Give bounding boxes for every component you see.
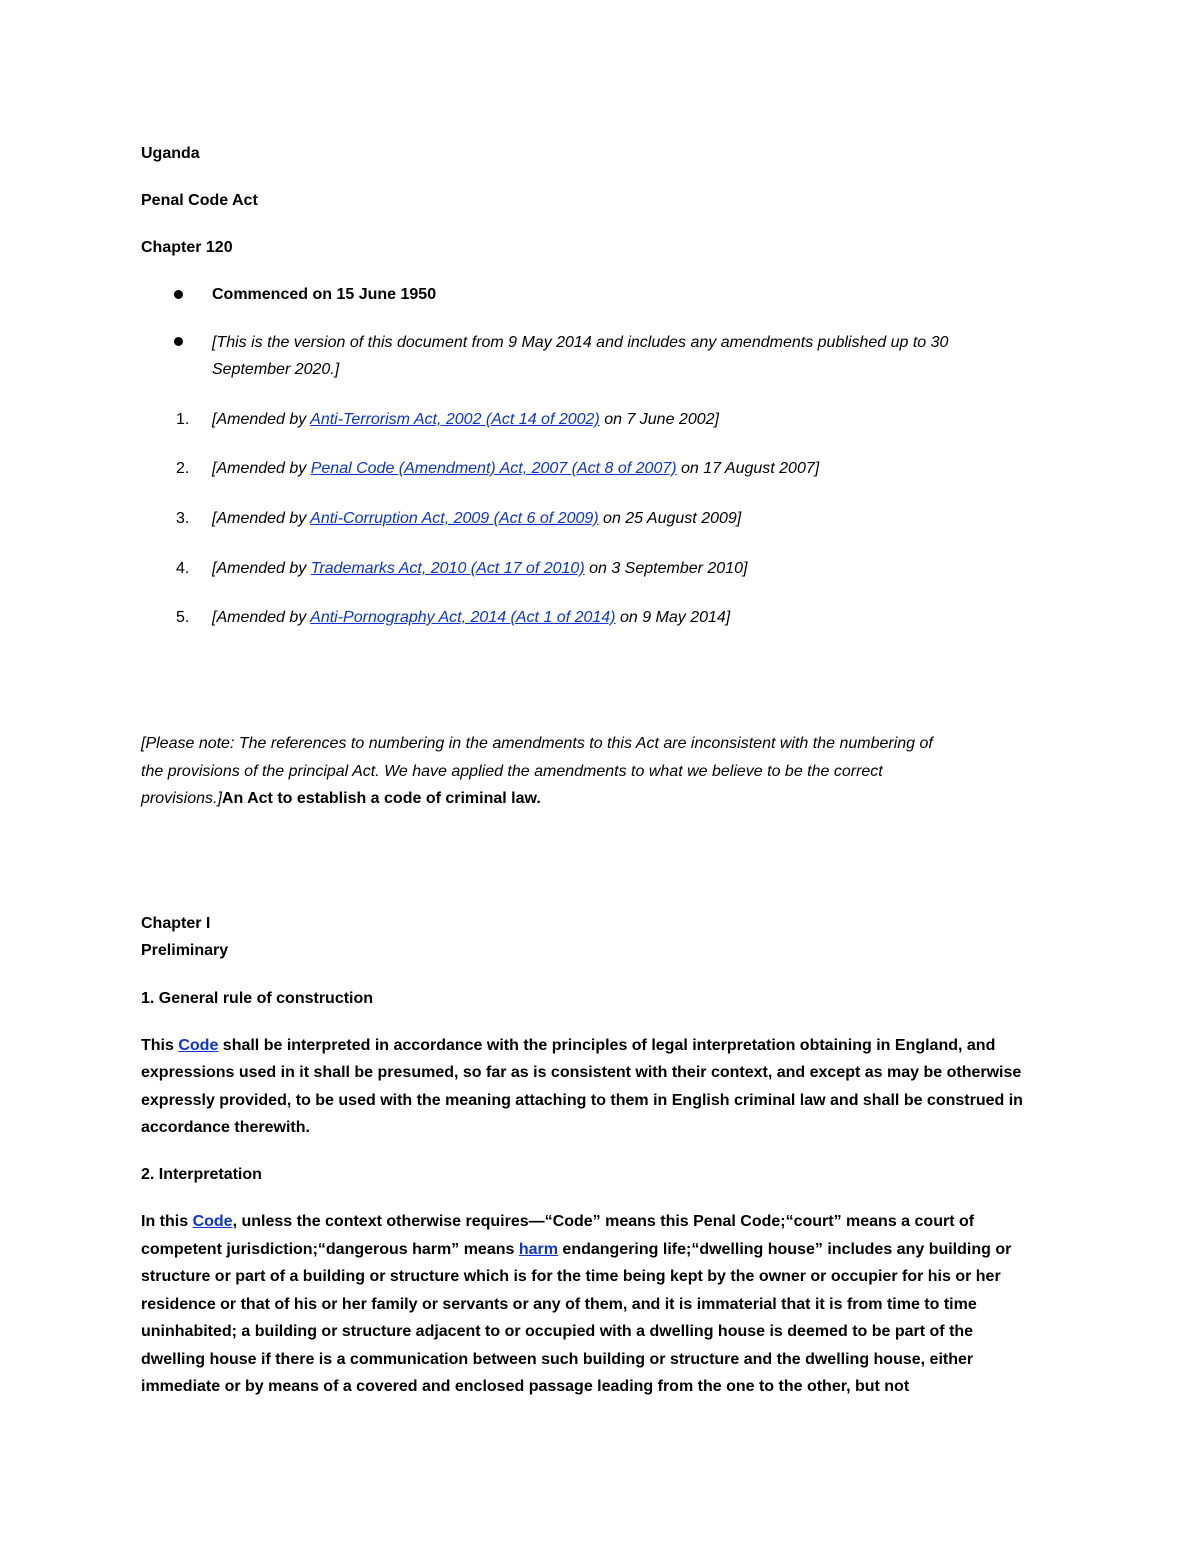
amendment-prefix: [Amended by <box>212 560 311 577</box>
amendment-text <box>212 406 719 433</box>
bullet-version-line2: September 2020.] <box>212 361 340 378</box>
amendment-link[interactable]: Anti-Corruption Act, 2009 (Act 6 of 2009) <box>310 510 599 527</box>
amendment-text <box>212 604 730 631</box>
note-line <box>141 785 541 812</box>
text-run: shall be interpreted in accordance with the principles of legal interpretation obtaining in England, and <box>218 1037 996 1054</box>
section-line: expressions used in it shall be presumed, so far as is consistent with their context, and except as may be otherwise <box>141 1064 1022 1081</box>
note-end: provisions.] <box>141 790 222 807</box>
section-line: accordance therewith. <box>141 1119 310 1136</box>
section-line: structure or part of a building or structure which is for the time being kept by the owner or occupier for his or her <box>141 1268 1001 1285</box>
code-link[interactable]: Code <box>192 1213 233 1230</box>
section-line: residence or that of his or her family or servants or any of them, and it is immaterial that it is from time to time <box>141 1296 977 1313</box>
amendment-link[interactable]: Trademarks Act, 2010 (Act 17 of 2010) <box>310 560 585 577</box>
bullet-dot-icon <box>174 337 183 346</box>
bullet-commenced: Commenced on 15 June 1950 <box>212 286 437 303</box>
section-line: uninhabited; a building or structure adjacent to or occupied with a dwelling house is deemed to be part of the <box>141 1323 974 1340</box>
section-line <box>141 1208 974 1235</box>
amendment-suffix: on 3 September 2010] <box>584 560 748 577</box>
act-title: Penal Code Act <box>141 192 258 209</box>
amendment-prefix: [Amended by <box>212 411 311 428</box>
text-run: competent jurisdiction;“dangerous harm” means <box>141 1241 519 1258</box>
amendment-text <box>212 555 747 582</box>
chapter-subtitle: Preliminary <box>141 942 229 959</box>
amendment-number: 3. <box>176 510 190 527</box>
amendment-link[interactable]: Penal Code (Amendment) Act, 2007 (Act 8 of 2007) <box>310 460 677 477</box>
amendment-prefix: [Amended by <box>212 609 311 626</box>
section-heading: 1. General rule of construction <box>141 990 374 1007</box>
section-line: immediate or by means of a covered and enclosed passage leading from the one to the other, but not <box>141 1378 910 1395</box>
note-line: [Please note: The references to numbering in the amendments to this Act are inconsistent with the numbering of <box>141 735 933 752</box>
amendment-prefix: [Amended by <box>212 460 311 477</box>
bullet-version-line1: [This is the version of this document from 9 May 2014 and includes any amendments published up to 30 <box>212 334 949 351</box>
amendment-text <box>212 455 819 482</box>
text-run: , unless the context otherwise requires—“Code” means this Penal Code;“court” means a court of <box>232 1213 975 1230</box>
text-run: endangering life;“dwelling house” includes any building or <box>557 1241 1012 1258</box>
amendment-number: 5. <box>176 609 190 626</box>
chapter-title: Chapter I <box>141 915 211 932</box>
amendment-text <box>212 505 741 532</box>
section-heading: 2. Interpretation <box>141 1166 262 1183</box>
amendment-suffix: on 17 August 2007] <box>676 460 820 477</box>
text-run: In this <box>141 1213 193 1230</box>
amendment-number: 2. <box>176 460 190 477</box>
note-line: the provisions of the principal Act. We have applied the amendments to what we believe to be the correct <box>141 763 883 780</box>
bullet-dot-icon <box>174 290 183 299</box>
amendment-link[interactable]: Anti-Pornography Act, 2014 (Act 1 of 2014) <box>310 609 616 626</box>
country-name: Uganda <box>141 145 200 162</box>
section-line <box>141 1236 1011 1263</box>
harm-link[interactable]: harm <box>518 1241 558 1258</box>
section-line: expressly provided, to be used with the meaning attaching to them in English criminal law and shall be construed in <box>141 1092 1023 1109</box>
text-run: This <box>141 1037 179 1054</box>
amendment-number: 1. <box>176 411 190 428</box>
amendment-link[interactable]: Anti-Terrorism Act, 2002 (Act 14 of 2002) <box>310 411 600 428</box>
section-line: dwelling house if there is a communication between such building or structure and the dwelling house, either <box>141 1351 974 1368</box>
section-line <box>141 1032 995 1059</box>
amendment-prefix: [Amended by <box>212 510 311 527</box>
amendment-suffix: on 7 June 2002] <box>599 411 719 428</box>
act-purpose: An Act to establish a code of criminal law. <box>221 790 541 807</box>
amendment-suffix: on 9 May 2014] <box>615 609 731 626</box>
amendment-number: 4. <box>176 560 190 577</box>
chapter-number: Chapter 120 <box>141 239 233 256</box>
code-link[interactable]: Code <box>178 1037 219 1054</box>
amendment-suffix: on 25 August 2009] <box>598 510 742 527</box>
